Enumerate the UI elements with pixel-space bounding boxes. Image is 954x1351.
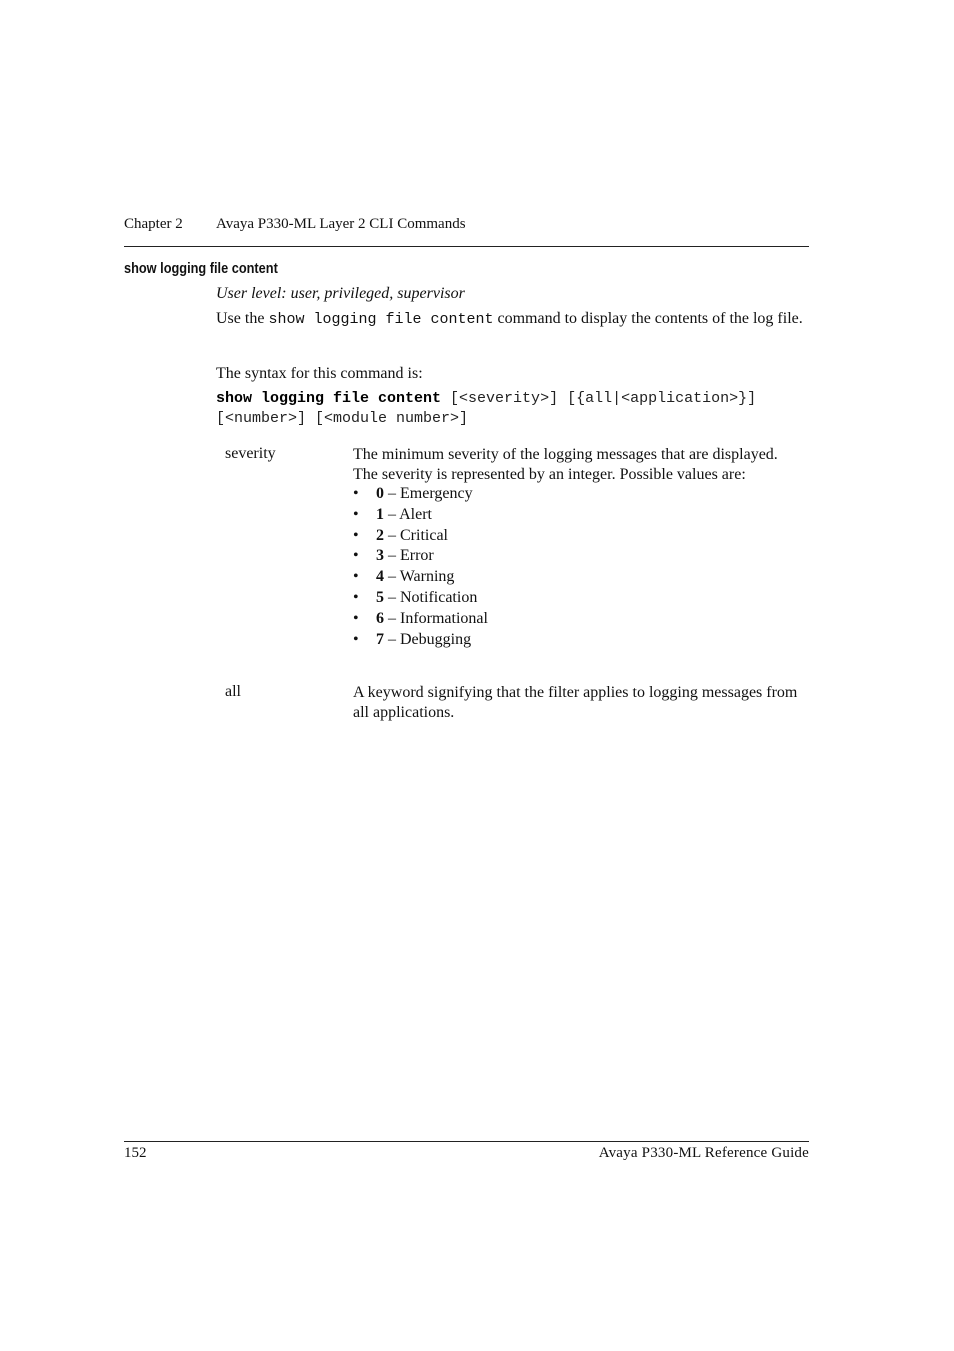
list-item: • 6 – Informational bbox=[353, 609, 488, 627]
section-heading: show logging file content bbox=[124, 261, 278, 277]
syntax-block bbox=[216, 389, 816, 428]
severity-code: 4 bbox=[376, 568, 384, 586]
syntax-line-1 bbox=[216, 389, 816, 409]
syntax-intro: The syntax for this command is: bbox=[216, 365, 423, 382]
list-item: • 1 – Alert bbox=[353, 505, 432, 523]
severity-label: – Error bbox=[384, 547, 434, 565]
list-item: • 3 – Error bbox=[353, 547, 434, 565]
severity-label: – Critical bbox=[384, 526, 448, 544]
param-desc-all: A keyword signifying that the filter applies to logging messages from all applications. bbox=[353, 684, 798, 721]
severity-label: – Notification bbox=[384, 588, 478, 606]
severity-code: 0 bbox=[376, 485, 384, 502]
severity-values-list bbox=[353, 484, 803, 650]
param-name-all: all bbox=[225, 683, 241, 700]
intro-paragraph bbox=[216, 309, 806, 330]
severity-code: 2 bbox=[376, 526, 384, 544]
intro-prefix: Use the bbox=[216, 310, 269, 327]
list-item: • 2 – Critical bbox=[353, 526, 448, 544]
user-level-note: User level: user, privileged, supervisor bbox=[216, 285, 465, 302]
severity-code: 1 bbox=[376, 505, 384, 523]
syntax-args-2: [<number>] [<module number>] bbox=[216, 409, 469, 427]
severity-code: 7 bbox=[376, 630, 384, 648]
footer-title: Avaya P330-ML Reference Guide bbox=[598, 1145, 809, 1161]
param-desc-severity-text: The minimum severity of the logging messages that are displayed. The severity is represented by an integer. Possible values are: bbox=[353, 446, 778, 483]
severity-label: – Debugging bbox=[384, 630, 472, 648]
list-item: • 0 – Emergency bbox=[353, 485, 473, 502]
param-name-severity: severity bbox=[225, 445, 276, 462]
intro-suffix: command to display the contents of the log file. bbox=[493, 310, 803, 327]
header-title: Avaya P330-ML Layer 2 CLI Commands bbox=[216, 216, 466, 232]
param-desc-severity bbox=[353, 445, 803, 650]
page-number: 152 bbox=[124, 1145, 147, 1161]
severity-label: – Informational bbox=[384, 609, 488, 627]
intro-command: show logging file content bbox=[268, 311, 494, 328]
severity-label: – Warning bbox=[384, 568, 455, 586]
severity-code: 6 bbox=[376, 609, 384, 627]
severity-code: 5 bbox=[376, 588, 384, 606]
syntax-args-1: [<severity>] [{all|<application>}] bbox=[441, 390, 757, 407]
header-divider bbox=[124, 246, 809, 247]
syntax-command: show logging file content bbox=[216, 390, 442, 407]
list-item: • 7 – Debugging bbox=[353, 630, 472, 648]
footer-divider bbox=[124, 1141, 809, 1142]
list-item: • 5 – Notification bbox=[353, 588, 478, 606]
severity-label: – Alert bbox=[384, 505, 432, 523]
severity-label: – Emergency bbox=[384, 485, 473, 502]
severity-code: 3 bbox=[376, 547, 384, 565]
header-chapter: Chapter 2 bbox=[124, 216, 183, 232]
list-item: • 4 – Warning bbox=[353, 568, 455, 586]
